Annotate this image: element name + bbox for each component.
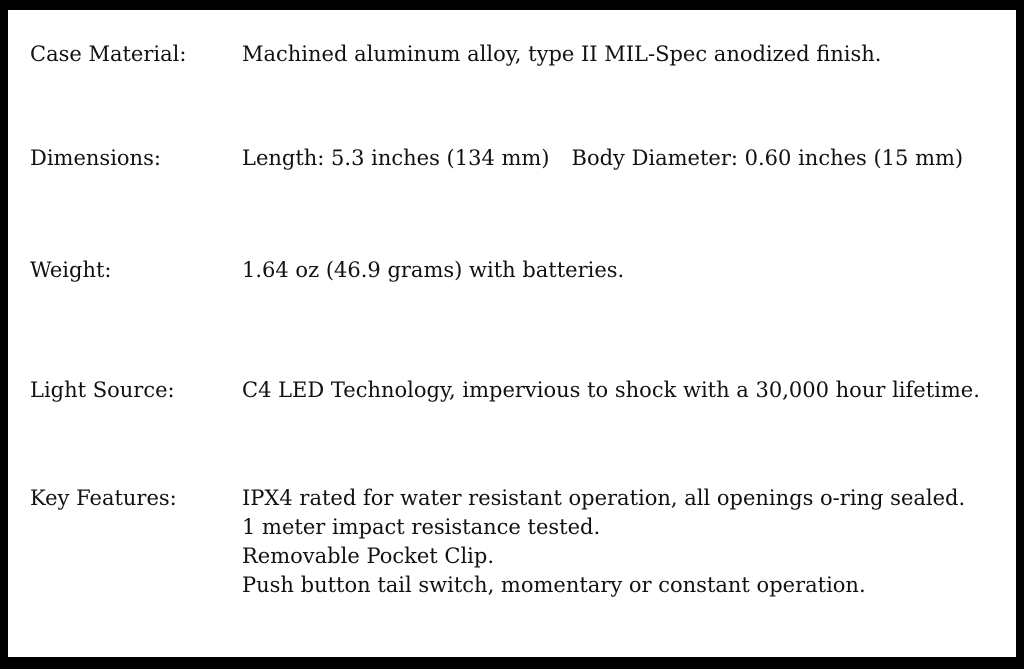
spec-label-case-material: Case Material: <box>30 42 187 66</box>
spec-label-weight: Weight: <box>30 258 112 282</box>
dimension-length: Length: 5.3 inches (134 mm) <box>242 146 550 170</box>
spec-label-key-features: Key Features: <box>30 486 177 510</box>
spec-value-weight: 1.64 oz (46.9 grams) with batteries. <box>242 258 625 282</box>
feature-line: 1 meter impact resistance tested. <box>242 515 601 539</box>
feature-line: Push button tail switch, momentary or constant operation. <box>242 573 866 597</box>
spec-label-light-source: Light Source: <box>30 378 175 402</box>
dimension-diameter: Body Diameter: 0.60 inches (15 mm) <box>571 146 964 170</box>
spec-value-case-material: Machined aluminum alloy, type II MIL-Spec anodized finish. <box>242 42 882 66</box>
spec-label-dimensions: Dimensions: <box>30 146 161 170</box>
feature-line: Removable Pocket Clip. <box>242 544 495 568</box>
feature-line: IPX4 rated for water resistant operation, all openings o-ring sealed. <box>242 486 966 510</box>
spec-value-dimensions <box>242 144 963 173</box>
spec-value-key-features <box>242 484 965 600</box>
spec-value-light-source: C4 LED Technology, impervious to shock with a 30,000 hour lifetime. <box>242 378 980 402</box>
